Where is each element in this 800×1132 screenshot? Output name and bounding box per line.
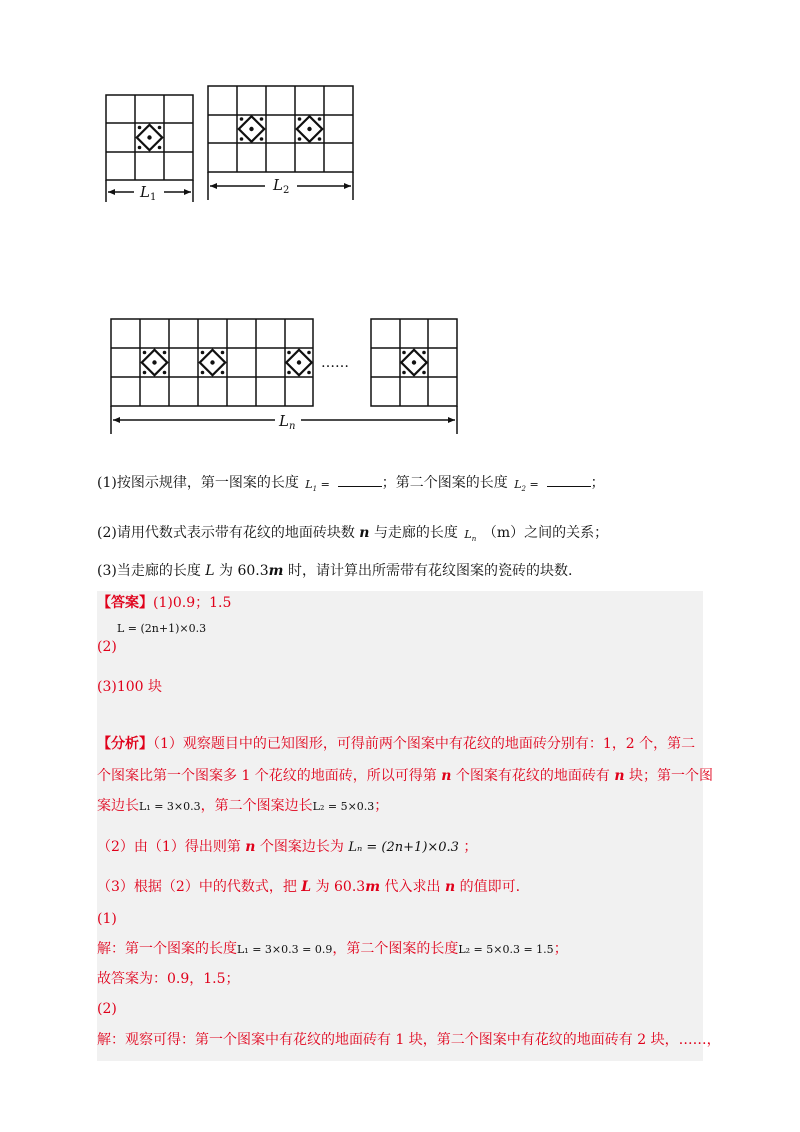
solution-answer-1: 故答案为：0.9，1.5； bbox=[97, 971, 240, 987]
answer-1: 【答案】(1)0.9；1.5 bbox=[97, 595, 232, 611]
question-1: (1)按图示规律，第一图案的长度 $L_1$ = ；第二个图案的长度 $L_2$ = ； bbox=[97, 472, 605, 493]
flower-tile-icon bbox=[401, 350, 426, 375]
analysis-line-4: （2）由（1）得出则第 n 个图案边长为 Lₙ = (2n+1)×0.3 ； bbox=[97, 839, 478, 855]
fig3-label: L bbox=[279, 412, 289, 430]
fig2-label: L bbox=[273, 176, 283, 194]
svg-text:2: 2 bbox=[283, 185, 290, 196]
flower-tile-icon bbox=[286, 350, 311, 375]
svg-text:1: 1 bbox=[150, 192, 157, 203]
flower-tile-icon bbox=[297, 116, 322, 141]
answer-blank-2[interactable] bbox=[547, 472, 591, 487]
solution-part-2-label: (2) bbox=[97, 1001, 117, 1017]
analysis-line-5: （3）根据（2）中的代数式，把 L 为 60.3m 代入求出 n 的值即可. bbox=[97, 879, 521, 895]
flower-tile-icon bbox=[239, 116, 264, 141]
flower-tile-icon bbox=[142, 350, 167, 375]
fig1-label: L bbox=[140, 183, 150, 201]
figure-2 bbox=[205, 82, 357, 204]
flower-tile-icon bbox=[137, 125, 162, 150]
question-3: (3)当走廊的长度 L 为 60.3m 时，请计算出所需带有花纹图案的瓷砖的块数. bbox=[97, 563, 573, 579]
analysis-line-1: 【分析】（1）观察题目中的已知图形，可得前两个图案中有花纹的地面砖分别有：1，2 个，第二 bbox=[97, 736, 696, 752]
answer-blank-1[interactable] bbox=[338, 472, 382, 487]
flower-tile-icon bbox=[200, 350, 225, 375]
ellipsis-text: …… bbox=[321, 355, 349, 371]
figure-1 bbox=[100, 90, 200, 206]
analysis-line-3: 案边长L₁ = 3×0.3，第二个图案边长L₂ = 5×0.3； bbox=[97, 798, 389, 814]
answer-2: (2) bbox=[97, 639, 117, 655]
svg-text:n: n bbox=[289, 421, 296, 432]
answer-2-formula: L = (2n+1)×0.3 bbox=[117, 622, 207, 635]
answer-3: (3)100 块 bbox=[97, 679, 163, 695]
analysis-line-2: 个图案比第一个图案多 1 个花纹的地面砖，所以可得第 n 个图案有花纹的地面砖有 n 块；第一个图 bbox=[97, 768, 713, 784]
solution-line-1: 解：第一个图案的长度L₁ = 3×0.3 = 0.9，第二个图案的长度L₂ = 5×0.3 = 1.5； bbox=[97, 941, 568, 957]
figure-3 bbox=[105, 312, 465, 438]
solution-part-1-label: (1) bbox=[97, 911, 117, 927]
solution-line-2: 解：观察可得：第一个图案中有花纹的地面砖有 1 块，第二个图案中有花纹的地面砖有 2 块，……， bbox=[97, 1032, 721, 1048]
answer-panel bbox=[97, 591, 703, 1061]
question-2: (2)请用代数式表示带有花纹的地面砖块数 n 与走廊的长度 $L_n$ （m）之间的关系； bbox=[97, 525, 609, 544]
